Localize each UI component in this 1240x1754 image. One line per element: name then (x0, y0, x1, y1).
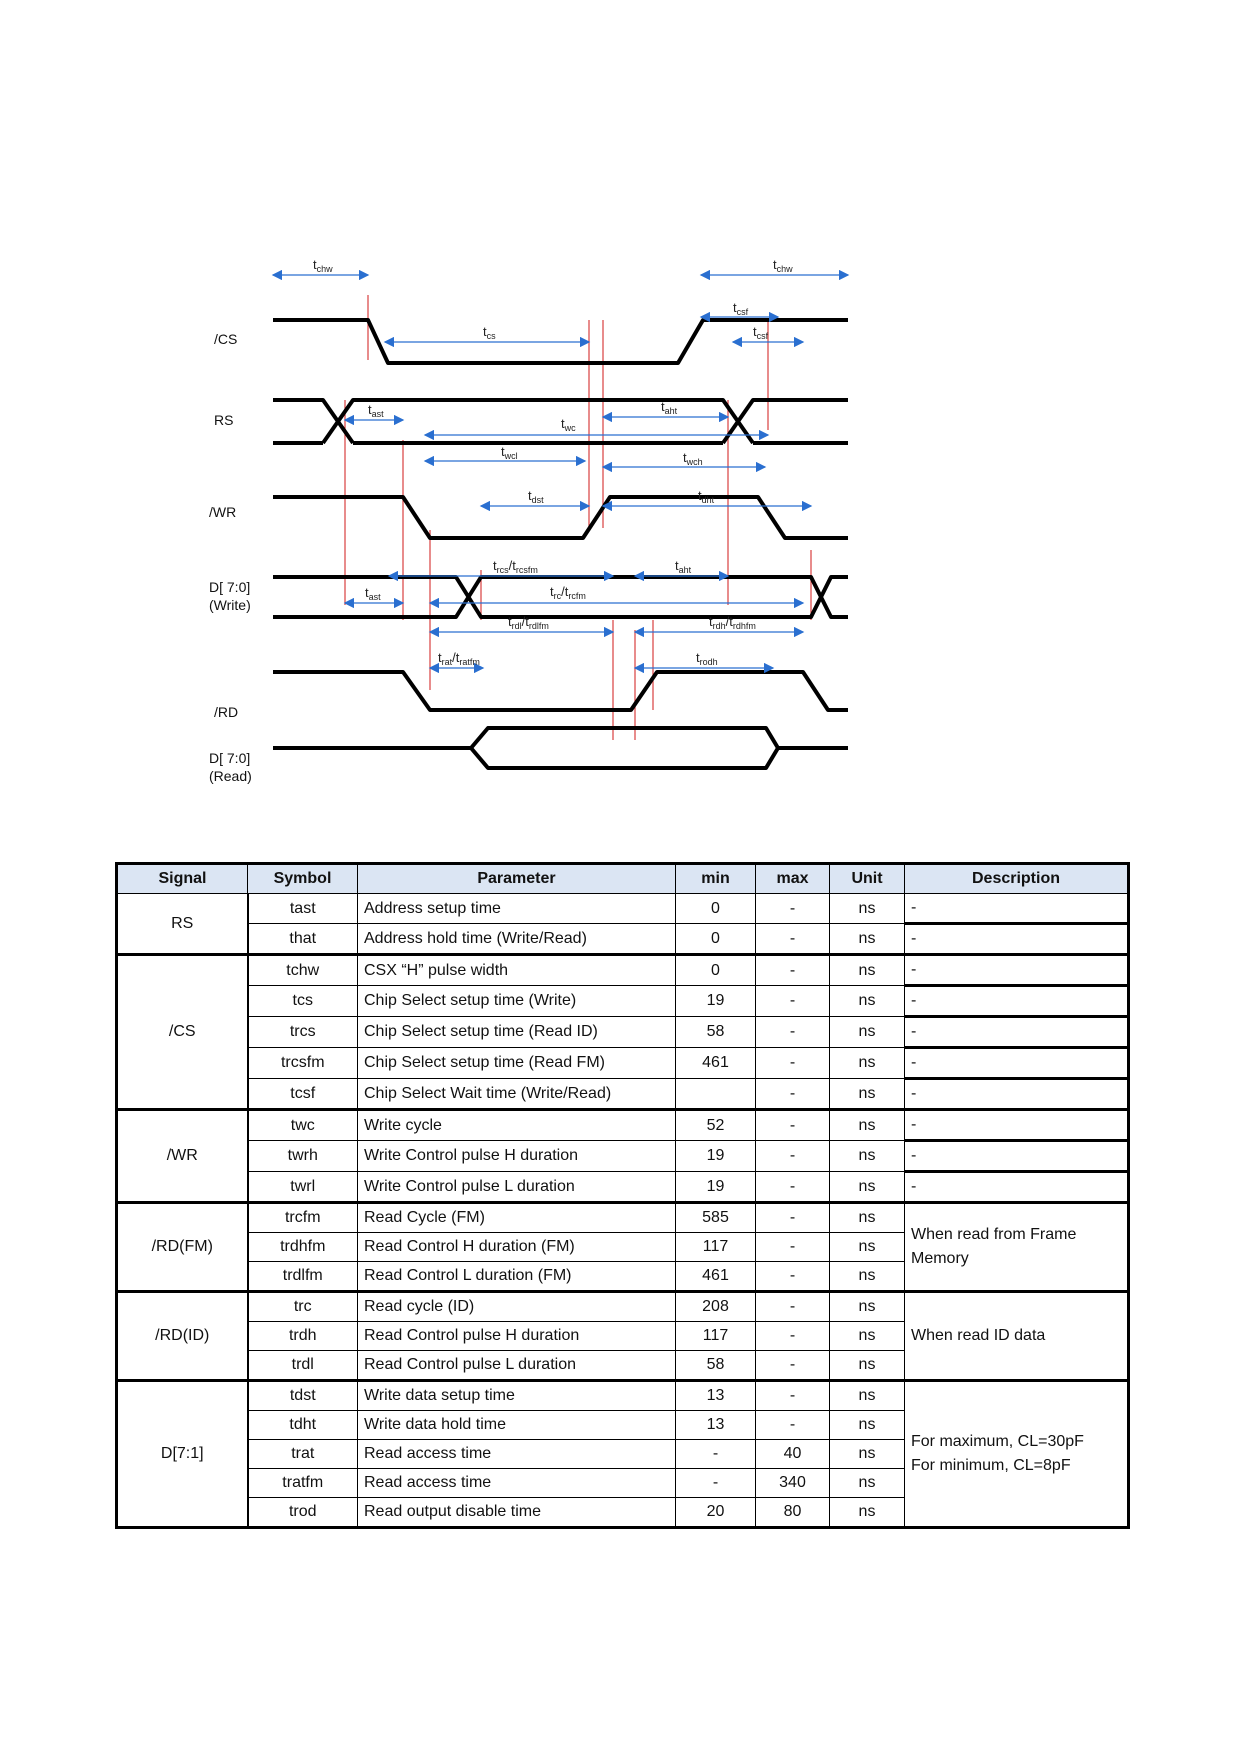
signal-name-cell: /RD(FM) (117, 1203, 248, 1292)
timing-label-dht: $t_{dht}$ (698, 488, 715, 505)
unit-cell: ns (830, 1322, 905, 1351)
wr-wave (273, 497, 848, 538)
signal-label-rs: RS (214, 412, 234, 428)
symbol-cell: trod (248, 1498, 358, 1528)
timing-label-aht1: $t_{aht}$ (661, 399, 678, 416)
description-cell: - (905, 894, 1129, 924)
description-cell: - (905, 1048, 1129, 1079)
signal-label-rd: /RD (214, 704, 239, 720)
min-cell: 461 (676, 1048, 756, 1079)
unit-cell: ns (830, 1351, 905, 1381)
max-cell: - (756, 1079, 830, 1110)
description-cell: When read from Frame Memory (905, 1203, 1129, 1292)
timing-label-wc: $t_{wc}$ (561, 416, 576, 433)
max-cell: - (756, 1048, 830, 1079)
table-row (117, 1079, 1129, 1110)
max-cell: - (756, 924, 830, 955)
signal-name-cell: /CS (117, 955, 248, 1110)
description-cell: - (905, 1110, 1129, 1141)
unit-cell: ns (830, 1203, 905, 1233)
timing-label-rodh: $t_{rodh}$ (696, 650, 718, 667)
unit-cell: ns (830, 1079, 905, 1110)
min-cell: 13 (676, 1381, 756, 1411)
signal-label-wr: /WR (209, 504, 237, 520)
parameter-cell: Write cycle (358, 1110, 676, 1141)
min-cell: - (676, 1469, 756, 1498)
timing-label-rc: $t_{rc}/t_{rcfm}$ (550, 584, 586, 601)
parameter-cell: Write data hold time (358, 1411, 676, 1440)
unit-cell: ns (830, 1141, 905, 1172)
description-cell: - (905, 1017, 1129, 1048)
min-cell: 19 (676, 1172, 756, 1203)
max-cell: - (756, 1292, 830, 1322)
header-unit: Unit (830, 864, 905, 894)
unit-cell: ns (830, 1469, 905, 1498)
parameter-cell: Read access time (358, 1469, 676, 1498)
header-min: min (676, 864, 756, 894)
min-cell: 0 (676, 955, 756, 986)
unit-cell: ns (830, 1233, 905, 1262)
table-row (117, 1017, 1129, 1048)
timing-label-aht2: $t_{aht}$ (675, 558, 692, 575)
signal-label-dw: D[ 7:0] (209, 579, 251, 595)
parameter-cell: Address setup time (358, 894, 676, 924)
symbol-cell: trat (248, 1440, 358, 1469)
parameter-cell: Read output disable time (358, 1498, 676, 1528)
parameter-cell: Read Control pulse L duration (358, 1351, 676, 1381)
max-cell: - (756, 955, 830, 986)
table-row (117, 955, 1129, 986)
signal-name-cell: /WR (117, 1110, 248, 1203)
symbol-cell: tdst (248, 1381, 358, 1411)
timing-label-csf2: $t_{csf}$ (753, 324, 769, 341)
description-cell: - (905, 1172, 1129, 1203)
max-cell: 80 (756, 1498, 830, 1528)
unit-cell: ns (830, 1498, 905, 1528)
symbol-cell: twrh (248, 1141, 358, 1172)
unit-cell: ns (830, 894, 905, 924)
symbol-cell: trdl (248, 1351, 358, 1381)
parameter-cell: CSX “H” pulse width (358, 955, 676, 986)
unit-cell: ns (830, 986, 905, 1017)
max-cell: - (756, 1141, 830, 1172)
description-cell: - (905, 924, 1129, 955)
parameter-cell: Chip Select setup time (Write) (358, 986, 676, 1017)
unit-cell: ns (830, 955, 905, 986)
max-cell: - (756, 1017, 830, 1048)
parameter-cell: Chip Select setup time (Read ID) (358, 1017, 676, 1048)
max-cell: - (756, 1411, 830, 1440)
min-cell: 461 (676, 1262, 756, 1292)
min-cell: 208 (676, 1292, 756, 1322)
symbol-cell: tdht (248, 1411, 358, 1440)
table-row (117, 1110, 1129, 1141)
description-cell: - (905, 955, 1129, 986)
parameter-cell: Read Cycle (FM) (358, 1203, 676, 1233)
parameter-cell: Chip Select Wait time (Write/Read) (358, 1079, 676, 1110)
min-cell: 117 (676, 1233, 756, 1262)
signal-label-dr-sub: (Read) (209, 768, 252, 784)
symbol-cell: tcs (248, 986, 358, 1017)
symbol-cell: twc (248, 1110, 358, 1141)
unit-cell: ns (830, 1440, 905, 1469)
max-cell: - (756, 1172, 830, 1203)
min-cell: 52 (676, 1110, 756, 1141)
table-row (117, 986, 1129, 1017)
max-cell: 340 (756, 1469, 830, 1498)
unit-cell: ns (830, 1411, 905, 1440)
table-row (117, 1141, 1129, 1172)
unit-cell: ns (830, 1172, 905, 1203)
max-cell: - (756, 894, 830, 924)
symbol-cell: tchw (248, 955, 358, 986)
min-cell: 0 (676, 894, 756, 924)
table-row (117, 924, 1129, 955)
max-cell: - (756, 1203, 830, 1233)
symbol-cell: tratfm (248, 1469, 358, 1498)
symbol-cell: trcsfm (248, 1048, 358, 1079)
max-cell: - (756, 1233, 830, 1262)
parameter-cell: Address hold time (Write/Read) (358, 924, 676, 955)
signal-name-cell: RS (117, 894, 248, 955)
max-cell: 40 (756, 1440, 830, 1469)
min-cell (676, 1079, 756, 1110)
header-max: max (756, 864, 830, 894)
parameter-cell: Read Control pulse H duration (358, 1322, 676, 1351)
table-row (117, 1048, 1129, 1079)
symbol-cell: trc (248, 1292, 358, 1322)
parameter-cell: Write Control pulse H duration (358, 1141, 676, 1172)
timing-label-wcl: $t_{wcl}$ (501, 444, 518, 461)
timing-label-rat: $t_{rat}/t_{ratfm}$ (438, 650, 480, 667)
max-cell: - (756, 986, 830, 1017)
description-cell: - (905, 1141, 1129, 1172)
min-cell: - (676, 1440, 756, 1469)
table-row (117, 1292, 1129, 1322)
table-row (117, 894, 1129, 924)
timing-table (115, 862, 1130, 1529)
table-row (117, 1203, 1129, 1233)
timing-label-wch: $t_{wch}$ (683, 450, 703, 467)
min-cell: 19 (676, 1141, 756, 1172)
min-cell: 0 (676, 924, 756, 955)
symbol-cell: that (248, 924, 358, 955)
min-cell: 117 (676, 1322, 756, 1351)
symbol-cell: trcfm (248, 1203, 358, 1233)
min-cell: 585 (676, 1203, 756, 1233)
timing-label-csf1: $t_{csf}$ (733, 300, 749, 317)
timing-label-rdl: $t_{rdl}/t_{rdlfm}$ (508, 614, 549, 631)
symbol-cell: trdhfm (248, 1233, 358, 1262)
min-cell: 13 (676, 1411, 756, 1440)
symbol-cell: trcs (248, 1017, 358, 1048)
header-symbol: Symbol (248, 864, 358, 894)
max-cell: - (756, 1262, 830, 1292)
unit-cell: ns (830, 1017, 905, 1048)
timing-label-dst: $t_{dst}$ (528, 488, 544, 505)
min-cell: 20 (676, 1498, 756, 1528)
timing-label-rdh: $t_{rdh}/t_{rdhfm}$ (709, 614, 756, 631)
timing-label-cs: $t_{cs}$ (483, 324, 496, 341)
min-cell: 58 (676, 1017, 756, 1048)
header-parameter: Parameter (358, 864, 676, 894)
max-cell: - (756, 1351, 830, 1381)
dr-wave (273, 728, 848, 768)
table-row (117, 1172, 1129, 1203)
symbol-cell: twrl (248, 1172, 358, 1203)
parameter-cell: Write data setup time (358, 1381, 676, 1411)
description-cell: - (905, 986, 1129, 1017)
signal-label-cs: /CS (214, 331, 238, 347)
parameter-cell: Chip Select setup time (Read FM) (358, 1048, 676, 1079)
unit-cell: ns (830, 1110, 905, 1141)
parameter-cell: Read Control H duration (FM) (358, 1233, 676, 1262)
header-signal: Signal (117, 864, 248, 894)
table-header-row (117, 864, 1129, 894)
timing-label-ast1: $t_{ast}$ (368, 402, 384, 419)
signal-name-cell: /RD(ID) (117, 1292, 248, 1381)
unit-cell: ns (830, 924, 905, 955)
description-cell: - (905, 1079, 1129, 1110)
max-cell: - (756, 1381, 830, 1411)
parameter-cell: Read cycle (ID) (358, 1292, 676, 1322)
min-cell: 58 (676, 1351, 756, 1381)
timing-label-ast2: $t_{ast}$ (365, 585, 381, 602)
max-cell: - (756, 1322, 830, 1351)
unit-cell: ns (830, 1292, 905, 1322)
description-cell: When read ID data (905, 1292, 1129, 1381)
signal-label-dw-sub: (Write) (209, 597, 251, 613)
symbol-cell: tast (248, 894, 358, 924)
signal-label-dr: D[ 7:0] (209, 750, 251, 766)
timing-label-chw_l: $t_{chw}$ (313, 257, 333, 274)
signal-name-cell: D[7:1] (117, 1381, 248, 1528)
header-description: Description (905, 864, 1129, 894)
max-cell: - (756, 1110, 830, 1141)
timing-diagram (113, 257, 1128, 830)
min-cell: 19 (676, 986, 756, 1017)
rd-wave (273, 672, 848, 710)
parameter-cell: Read access time (358, 1440, 676, 1469)
symbol-cell: trdh (248, 1322, 358, 1351)
table-row (117, 1381, 1129, 1411)
description-cell: For maximum, CL=30pF For minimum, CL=8pF (905, 1381, 1129, 1528)
timing-label-rcs: $t_{rcs}/t_{rcsfm}$ (493, 558, 538, 575)
unit-cell: ns (830, 1381, 905, 1411)
symbol-cell: trdlfm (248, 1262, 358, 1292)
symbol-cell: tcsf (248, 1079, 358, 1110)
unit-cell: ns (830, 1262, 905, 1292)
unit-cell: ns (830, 1048, 905, 1079)
timing-label-chw_r: $t_{chw}$ (773, 257, 793, 274)
parameter-cell: Read Control L duration (FM) (358, 1262, 676, 1292)
parameter-cell: Write Control pulse L duration (358, 1172, 676, 1203)
